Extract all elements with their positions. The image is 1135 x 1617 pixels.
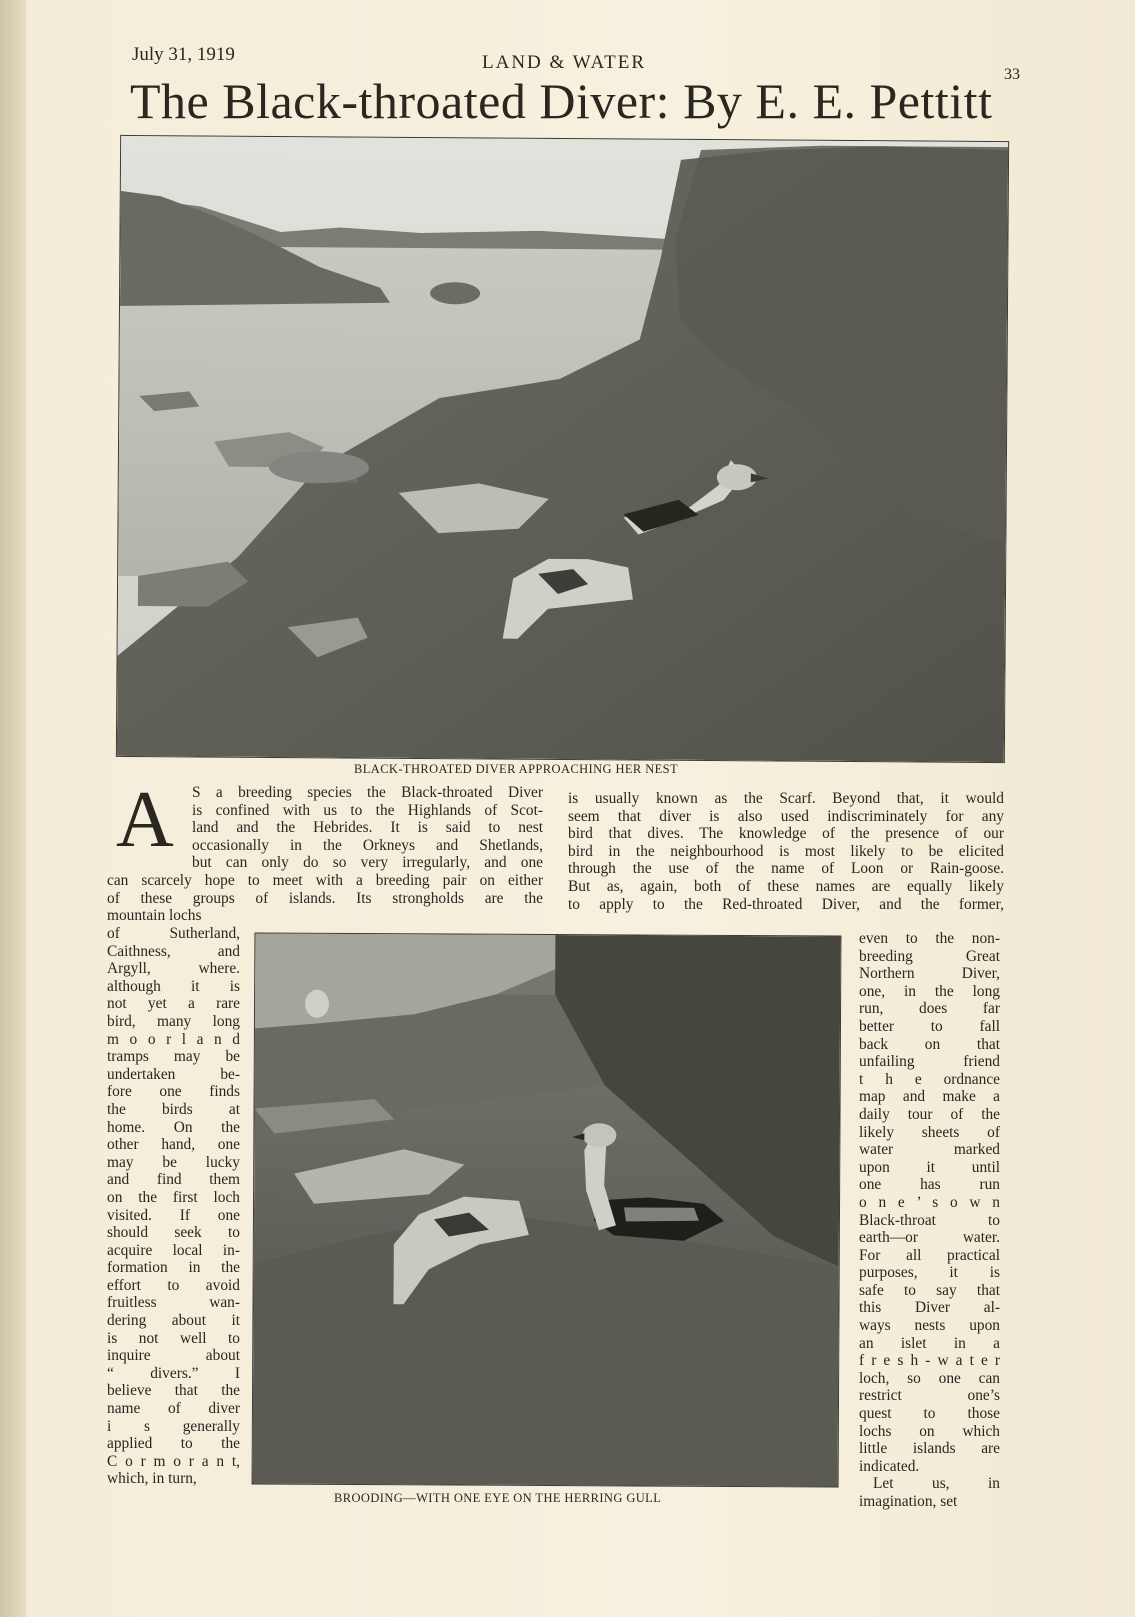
text-line: quest to those — [859, 1405, 1000, 1423]
text-line: unfailing friend — [859, 1053, 1000, 1071]
text-line: occasionally in the Orkneys and Shetlands, — [192, 836, 543, 854]
text-line: tramps may be — [107, 1048, 240, 1066]
drop-cap: A — [116, 776, 174, 864]
article-title: The Black-throated Diver: By E. E. Pettitt — [130, 73, 993, 129]
left-column-top — [107, 784, 543, 925]
text-line: this Diver al- — [859, 1299, 1000, 1317]
text-line: not yet a rare — [107, 995, 240, 1013]
text-line: indicated. — [859, 1457, 920, 1475]
text-line: map and make a — [859, 1088, 1000, 1106]
text-line: of Sutherland, — [107, 925, 240, 942]
text-line: and find them — [107, 1171, 240, 1189]
text-line: imagination, set — [859, 1493, 958, 1510]
right-column-top — [568, 790, 1004, 913]
text-line: bird, many long — [107, 1012, 240, 1030]
text-line: on the first loch — [107, 1188, 240, 1206]
text-line: But as, again, both of these names are equally likely — [568, 877, 1004, 895]
text-line: water marked — [859, 1141, 1000, 1159]
text-line: earth—or water. — [859, 1229, 1000, 1247]
text-line: believe that the — [107, 1382, 240, 1400]
text-line: mountain lochs — [107, 907, 202, 925]
text-line: should seek to — [107, 1224, 240, 1242]
text-line: daily tour of the — [859, 1105, 1000, 1123]
text-line: S a breeding species the Black-throated Diver — [192, 784, 543, 801]
right-column-narrow — [859, 930, 1000, 1511]
text-line: ways nests upon — [859, 1317, 1000, 1335]
text-line: Caithness, and — [107, 942, 240, 960]
text-line: C o r m o r a n t, — [107, 1452, 240, 1470]
text-line: little islands are — [859, 1440, 1000, 1458]
text-line: inquire about — [107, 1347, 240, 1365]
text-line: m o o r l a n d — [107, 1030, 240, 1048]
text-line: bird that dives. The knowledge of the presence of our — [568, 825, 1004, 843]
text-line: is confined with us to the Highlands of Scot- — [192, 801, 543, 819]
text-line: other hand, one — [107, 1136, 240, 1154]
text-line: better to fall — [859, 1017, 1000, 1035]
text-line: loch, so one can — [859, 1369, 1000, 1387]
text-line: o n e ’ s o w n — [859, 1193, 1000, 1211]
text-line: one, in the long — [859, 982, 1000, 1000]
text-line: may be lucky — [107, 1153, 240, 1171]
text-line: run, does far — [859, 1000, 1000, 1018]
text-line: lochs on which — [859, 1422, 1000, 1440]
text-line: formation in the — [107, 1259, 240, 1277]
text-line: t h e ordnance — [859, 1070, 1000, 1088]
page-spine-shadow — [0, 0, 26, 1617]
text-line: visited. If one — [107, 1206, 240, 1224]
text-line: breeding Great — [859, 947, 1000, 965]
text-line: dering about it — [107, 1312, 240, 1330]
issue-date: July 31, 1919 — [132, 44, 235, 65]
text-line: although it is — [107, 977, 240, 995]
text-line: fore one finds — [107, 1083, 240, 1101]
text-line: one has run — [859, 1176, 1000, 1194]
text-line: Argyll, where. — [107, 960, 240, 978]
text-line: home. On the — [107, 1118, 240, 1136]
text-line: upon it until — [859, 1158, 1000, 1176]
text-line: safe to say that — [859, 1281, 1000, 1299]
photo-brooding-diver — [252, 932, 842, 1487]
magazine-name: LAND & WATER — [482, 52, 647, 73]
text-line: name of diver — [107, 1400, 240, 1418]
text-line: effort to avoid — [107, 1276, 240, 1294]
left-column-narrow — [107, 925, 240, 1488]
photo-caption-1: BLACK-THROATED DIVER APPROACHING HER NEST — [354, 762, 679, 776]
text-line: purposes, it is — [859, 1264, 1000, 1282]
text-line: is not well to — [107, 1329, 240, 1347]
text-line: fruitless wan- — [107, 1294, 240, 1312]
text-line: seem that diver is also used indiscriminately for any — [568, 807, 1004, 825]
photo-diver-approaching-nest — [116, 135, 1009, 763]
text-line: through the use of the name of Loon or Rain-goose. — [568, 860, 1004, 878]
text-line: of these groups of islands. Its strongholds are the — [107, 889, 543, 907]
photo-caption-2: BROODING—WITH ONE EYE ON THE HERRING GULL — [334, 1491, 662, 1505]
text-line: Northern Diver, — [859, 965, 1000, 983]
text-line: even to the non- — [859, 930, 1000, 947]
text-line: acquire local in- — [107, 1241, 240, 1259]
text-line: back on that — [859, 1035, 1000, 1053]
text-line: an islet in a — [859, 1334, 1000, 1352]
text-line: “ divers.” I — [107, 1364, 240, 1382]
text-line: For all practical — [859, 1246, 1000, 1264]
text-line: Let us, in — [873, 1475, 1000, 1493]
text-line: but can only do so very irregularly, and one — [192, 854, 543, 872]
text-line: to apply to the Red-throated Diver, and the former, — [568, 895, 1004, 913]
text-line: f r e s h - w a t e r — [859, 1352, 1000, 1370]
text-line: i s generally — [107, 1417, 240, 1435]
text-line: applied to the — [107, 1435, 240, 1453]
text-line: likely sheets of — [859, 1123, 1000, 1141]
text-line: land and the Hebrides. It is said to nest — [192, 819, 543, 837]
text-line: Black-throat to — [859, 1211, 1000, 1229]
text-line: can scarcely hope to meet with a breeding pair on either — [107, 871, 543, 889]
text-line: the birds at — [107, 1100, 240, 1118]
text-line: which, in turn, — [107, 1470, 197, 1488]
text-line: undertaken be- — [107, 1065, 240, 1083]
page-number: 33 — [1004, 66, 1020, 83]
text-line: is usually known as the Scarf. Beyond that, it would — [568, 790, 1004, 807]
text-line: bird in the neighbourhood is most likely to be elicited — [568, 842, 1004, 860]
text-line: restrict one’s — [859, 1387, 1000, 1405]
